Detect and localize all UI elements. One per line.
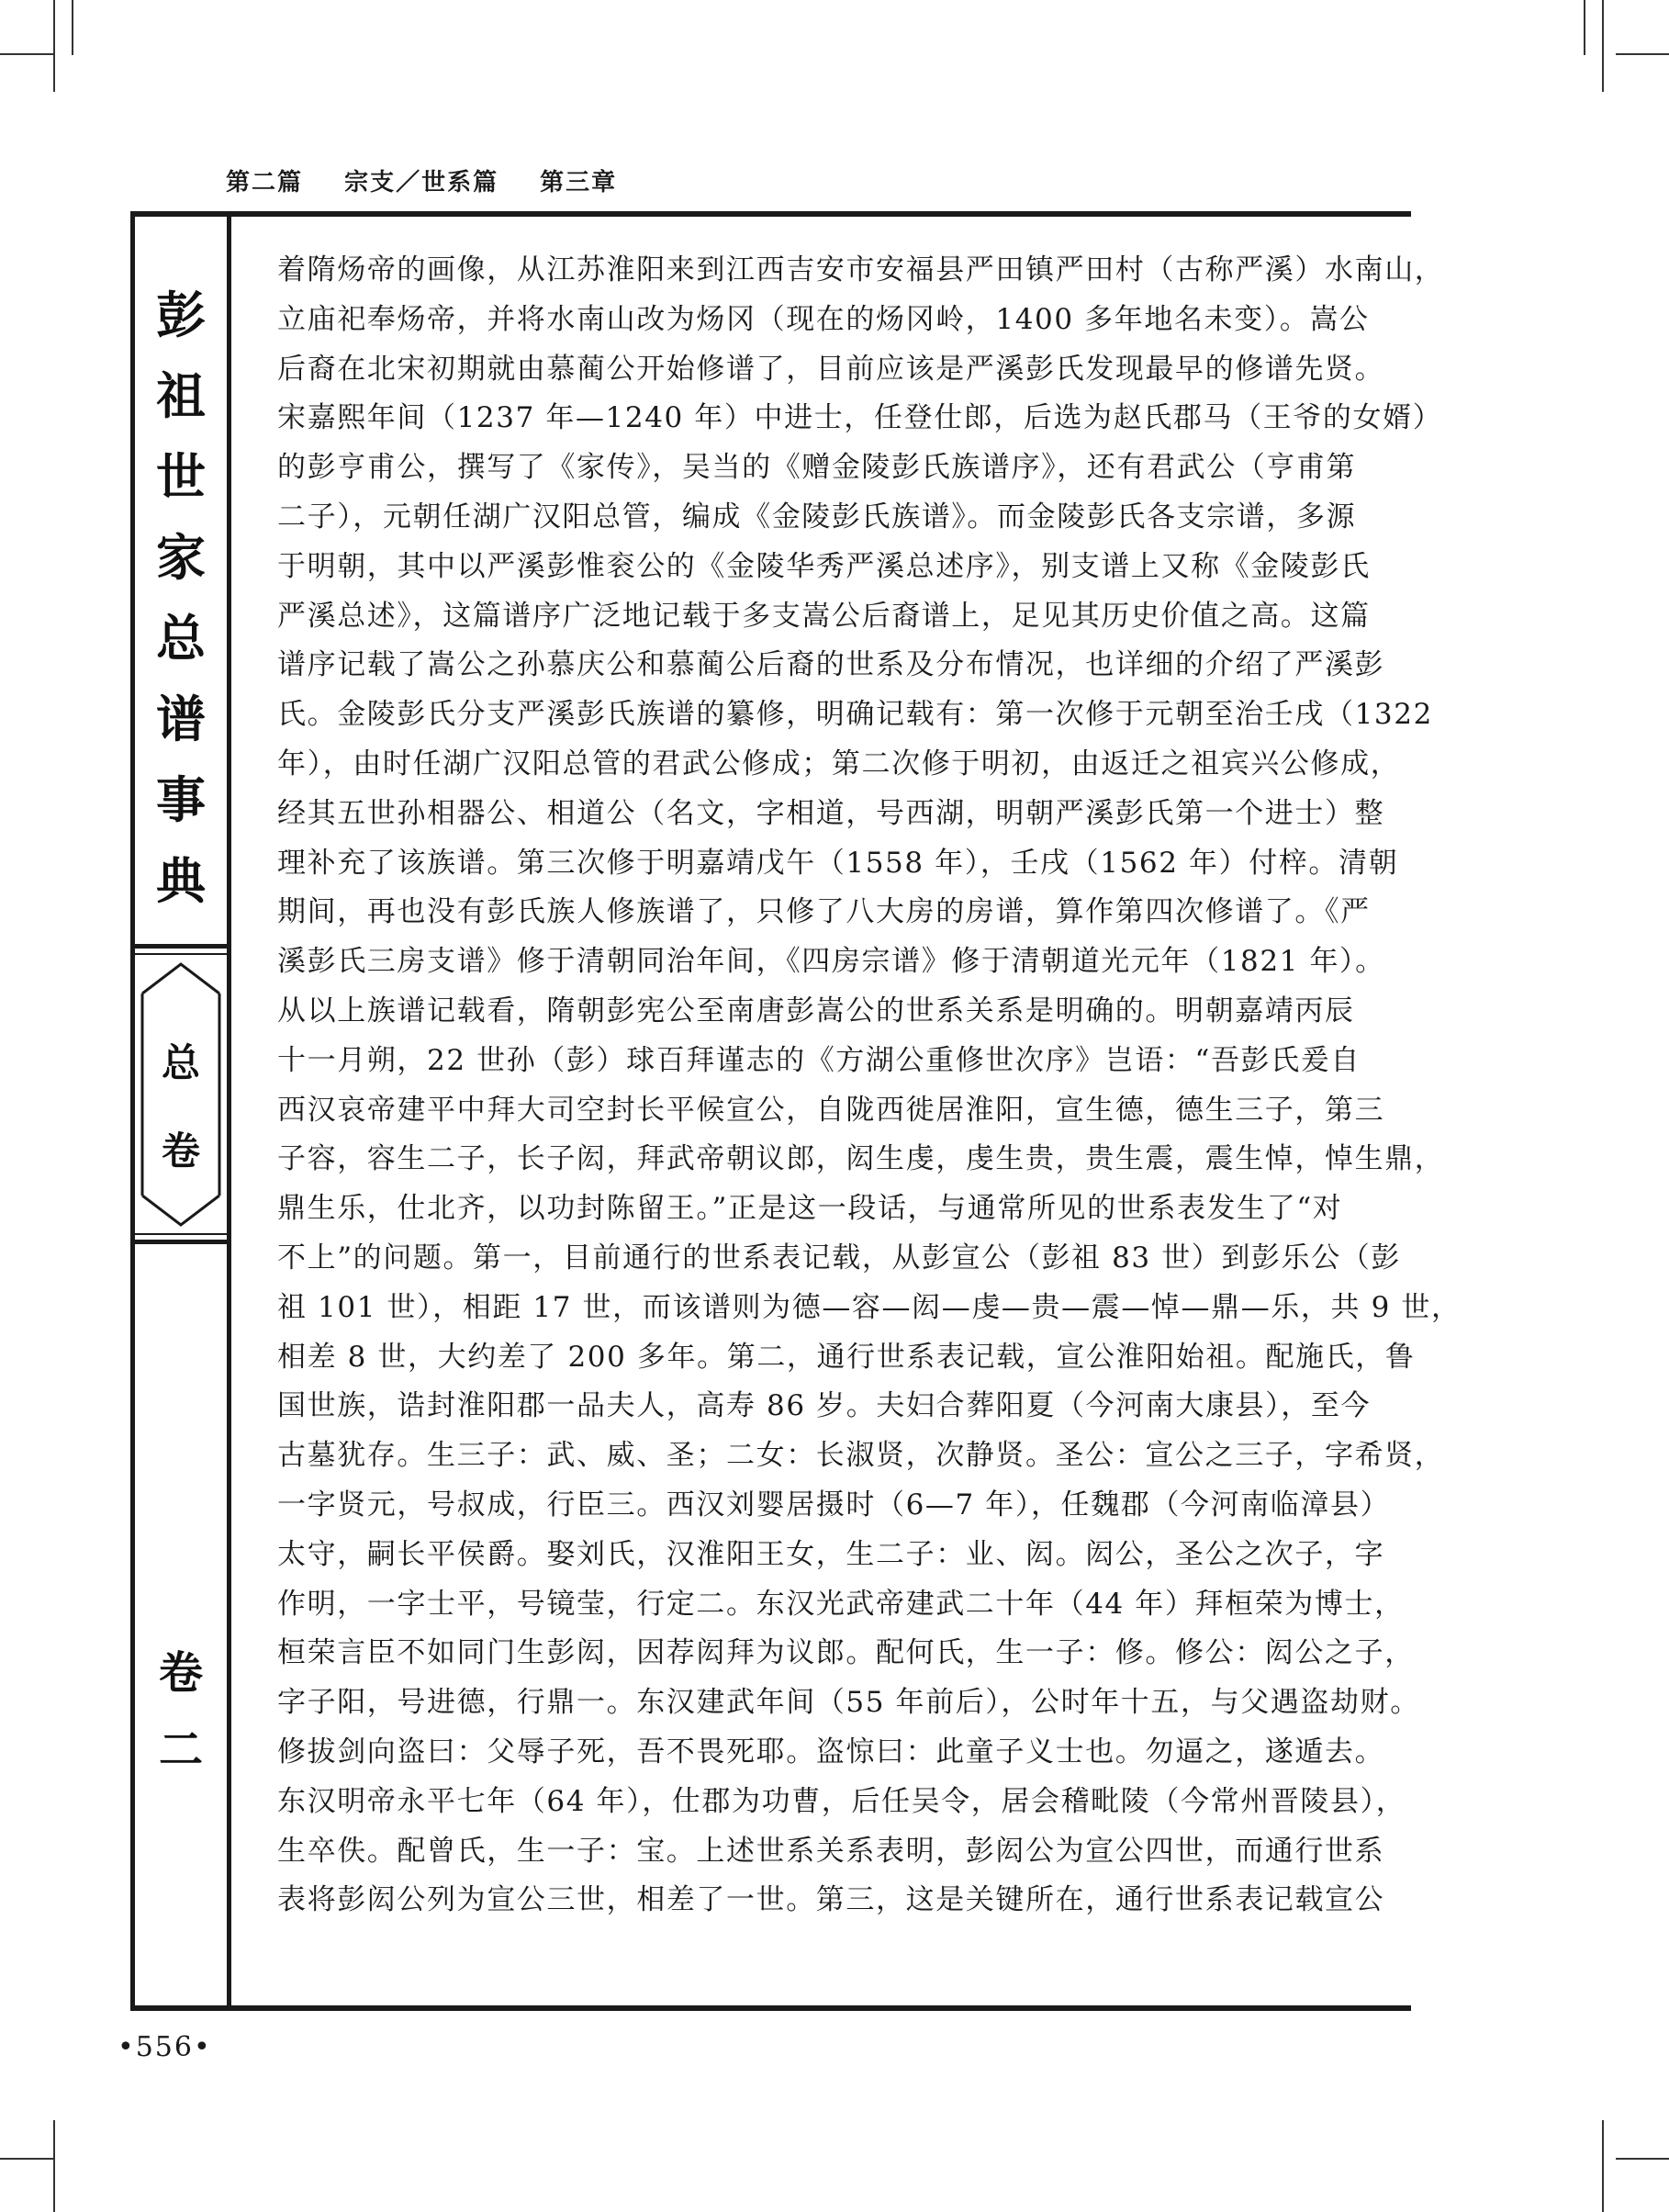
body-line: 于明朝，其中以严溪彭惟衮公的《金陵华秀严溪总述序》，别支谱上又称《金陵彭氏: [277, 549, 1371, 583]
book-title: [130, 275, 231, 922]
body-line: 古墓犹存。生三子：武、威、圣；二女：长淑贤，次静贤。圣公：宣公之三子，字希贤，: [277, 1439, 1445, 1473]
crop-mark: [0, 53, 55, 55]
book-title-char: 总: [156, 610, 206, 668]
book-title-char: 典: [156, 852, 206, 910]
body-line: 字子阳，号进德，行鼎一。东汉建武年间（55 年前后），公时年十五，与父遇盗劫财。: [277, 1686, 1420, 1720]
volume-label: [130, 1019, 231, 1196]
body-line: 二子），元朝任湖广汉阳总管，编成《金陵彭氏族谱》。而金陵彭氏各支宗谱，多源: [277, 500, 1357, 533]
body-line: 表将彭闳公列为宣公三世，相差了一世。第三，这是关键所在，通行世系表记载宣公: [277, 1883, 1385, 1917]
header-chapter: 第三章: [540, 169, 618, 196]
body-line: 国世族，诰封淮阳郡一品夫人，高寿 86 岁。夫妇合葬阳夏（今河南大康县），至今: [277, 1389, 1372, 1423]
crop-mark: [1602, 2120, 1604, 2212]
body-line: 祖 101 世），相距 17 世，而该谱则为德—容—闳—虔—贵—震—悼—鼎—乐，共 9 世，: [277, 1290, 1462, 1324]
book-title-char: 家: [156, 529, 206, 587]
book-title-char: 谱: [156, 691, 206, 748]
body-line: 从以上族谱记载看，隋朝彭宪公至南唐彭嵩公的世系关系是明确的。明朝嘉靖丙辰: [277, 994, 1355, 1027]
book-title-char: 世: [156, 448, 206, 506]
running-header: [226, 163, 648, 197]
crop-mark: [1584, 0, 1585, 55]
book-title-char: 祖: [156, 367, 206, 425]
side-separator: [135, 1240, 227, 1244]
top-rule: [130, 211, 1411, 217]
crop-mark: [53, 0, 55, 92]
juan-char: 二: [158, 1724, 203, 1776]
body-line: 立庙祀奉炀帝，并将水南山改为炀冈（现在的炀冈岭，1400 多年地名未变）。嵩公: [277, 302, 1370, 336]
body-line: 生卒佚。配曾氏，生一子：宝。上述世系关系表明，彭闳公为宣公四世，而通行世系: [277, 1834, 1385, 1868]
body-line: 十一月朔，22 世孙（彭）球百拜谨志的《方湖公重修世次序》岂语：“吾彭氏爰自: [277, 1043, 1361, 1077]
body-line: 桓荣言臣不如同门生彭闳，因荐闳拜为议郎。配何氏，生一子：修。修公：闳公之子，: [277, 1636, 1415, 1670]
side-separator: [135, 944, 227, 949]
body-line: 不上”的问题。第一，目前通行的世系表记载，从彭宣公（彭祖 83 世）到彭乐公（彭: [277, 1241, 1401, 1274]
body-line: 太守，嗣长平侯爵。娶刘氏，汉淮阳王女，生二子：业、闳。闳公，圣公之次子，字: [277, 1537, 1385, 1571]
body-line: 理补充了该族谱。第三次修于明嘉靖戊午（1558 年），壬戌（1562 年）付梓。清朝: [277, 846, 1399, 880]
body-line: 相差 8 世，大约差了 200 多年。第二，通行世系表记载，宣公淮阳始祖。配施氏，鲁: [277, 1340, 1416, 1374]
body-line: 溪彭氏三房支谱》修于清朝同治年间，《四房宗谱》修于清朝道光元年（1821 年）。: [277, 945, 1385, 979]
body-line: 东汉明帝永平七年（64 年），仕郡为功曹，后任吴令，居会稽毗陵（今常州晋陵县），: [277, 1784, 1406, 1818]
body-line: 西汉哀帝建平中拜大司空封长平候宣公，自陇西徙居淮阳，宣生德，德生三子，第三: [277, 1093, 1385, 1127]
crop-mark: [0, 2158, 55, 2160]
juan-label: [130, 1634, 231, 1789]
body-line: 年），由时任湖广汉阳总管的君武公修成；第二次修于明初，由返迁之祖宾兴公修成，: [277, 747, 1401, 780]
body-line: 经其五世孙相器公、相道公（名文，字相道，号西湖，明朝严溪彭氏第一个进士）整: [277, 796, 1385, 830]
book-title-char: 彭: [156, 286, 206, 344]
body-line: 严溪总述》，这篇谱序广泛地记载于多支嵩公后裔谱上，足见其历史价值之高。这篇: [277, 599, 1371, 633]
crop-mark: [53, 2120, 55, 2212]
crop-mark: [1616, 53, 1669, 55]
volume-char: 总: [161, 1040, 200, 1085]
body-line: 宋嘉熙年间（1237 年—1240 年）中进士，任登仕郎，后选为赵氏郡马（王爷的女婿）: [277, 401, 1443, 435]
volume-char: 卷: [161, 1128, 200, 1173]
side-separator: [135, 1233, 227, 1235]
juan-char: 卷: [158, 1647, 203, 1699]
header-section: 宗支／世系篇: [344, 169, 499, 196]
body-line: 鼎生乐，仕北齐，以功封陈留王。”正是这一段话，与通常所见的世系表发生了“对: [277, 1192, 1343, 1226]
page-number: •556•: [118, 2031, 212, 2063]
header-part: 第二篇: [226, 169, 304, 196]
side-separator: [135, 953, 227, 955]
body-line: 谱序记载了嵩公之孙慕庆公和慕蔺公后裔的世系及分布情况，也详细的介绍了严溪彭: [277, 648, 1385, 682]
body-line: 的彭亨甫公，撰写了《家传》，吴当的《赠金陵彭氏族谱序》，还有君武公（亨甫第: [277, 451, 1357, 485]
body-line: 期间，再也没有彭氏族人修族谱了，只修了八大房的房谱，算作第四次修谱了。《严: [277, 895, 1371, 929]
body-line: 子容，容生二子，长子闳，拜武帝朝议郎，闳生虔，虔生贵，贵生震，震生悼，悼生鼎，: [277, 1142, 1445, 1176]
body-line: 着隋炀帝的画像，从江苏淮阳来到江西吉安市安福县严田镇严田村（古称严溪）水南山，: [277, 253, 1445, 286]
body-line: 后裔在北宋初期就由慕蔺公开始修谱了，目前应该是严溪彭氏发现最早的修谱先贤。: [277, 352, 1385, 386]
bottom-rule: [130, 2005, 1411, 2011]
crop-mark: [1602, 0, 1604, 92]
body-line: 修拔剑向盗曰：父辱子死，吾不畏死耶。盗惊曰：此童子义士也。勿逼之，遂遁去。: [277, 1735, 1385, 1768]
body-line: 氏。金陵彭氏分支严溪彭氏族谱的纂修，明确记载有：第一次修于元朝至治壬戌（1322: [277, 698, 1433, 732]
crop-mark: [72, 0, 73, 55]
body-line: 一字贤元，号叔成，行臣三。西汉刘婴居摄时（6—7 年），任魏郡（今河南临漳县）: [277, 1488, 1391, 1521]
crop-mark: [1616, 2158, 1669, 2160]
book-title-char: 事: [156, 771, 206, 829]
body-line: 作明，一字士平，号镜莹，行定二。东汉光武帝建武二十年（44 年）拜桓荣为博士，: [277, 1587, 1405, 1621]
body-text: [277, 246, 1462, 1926]
